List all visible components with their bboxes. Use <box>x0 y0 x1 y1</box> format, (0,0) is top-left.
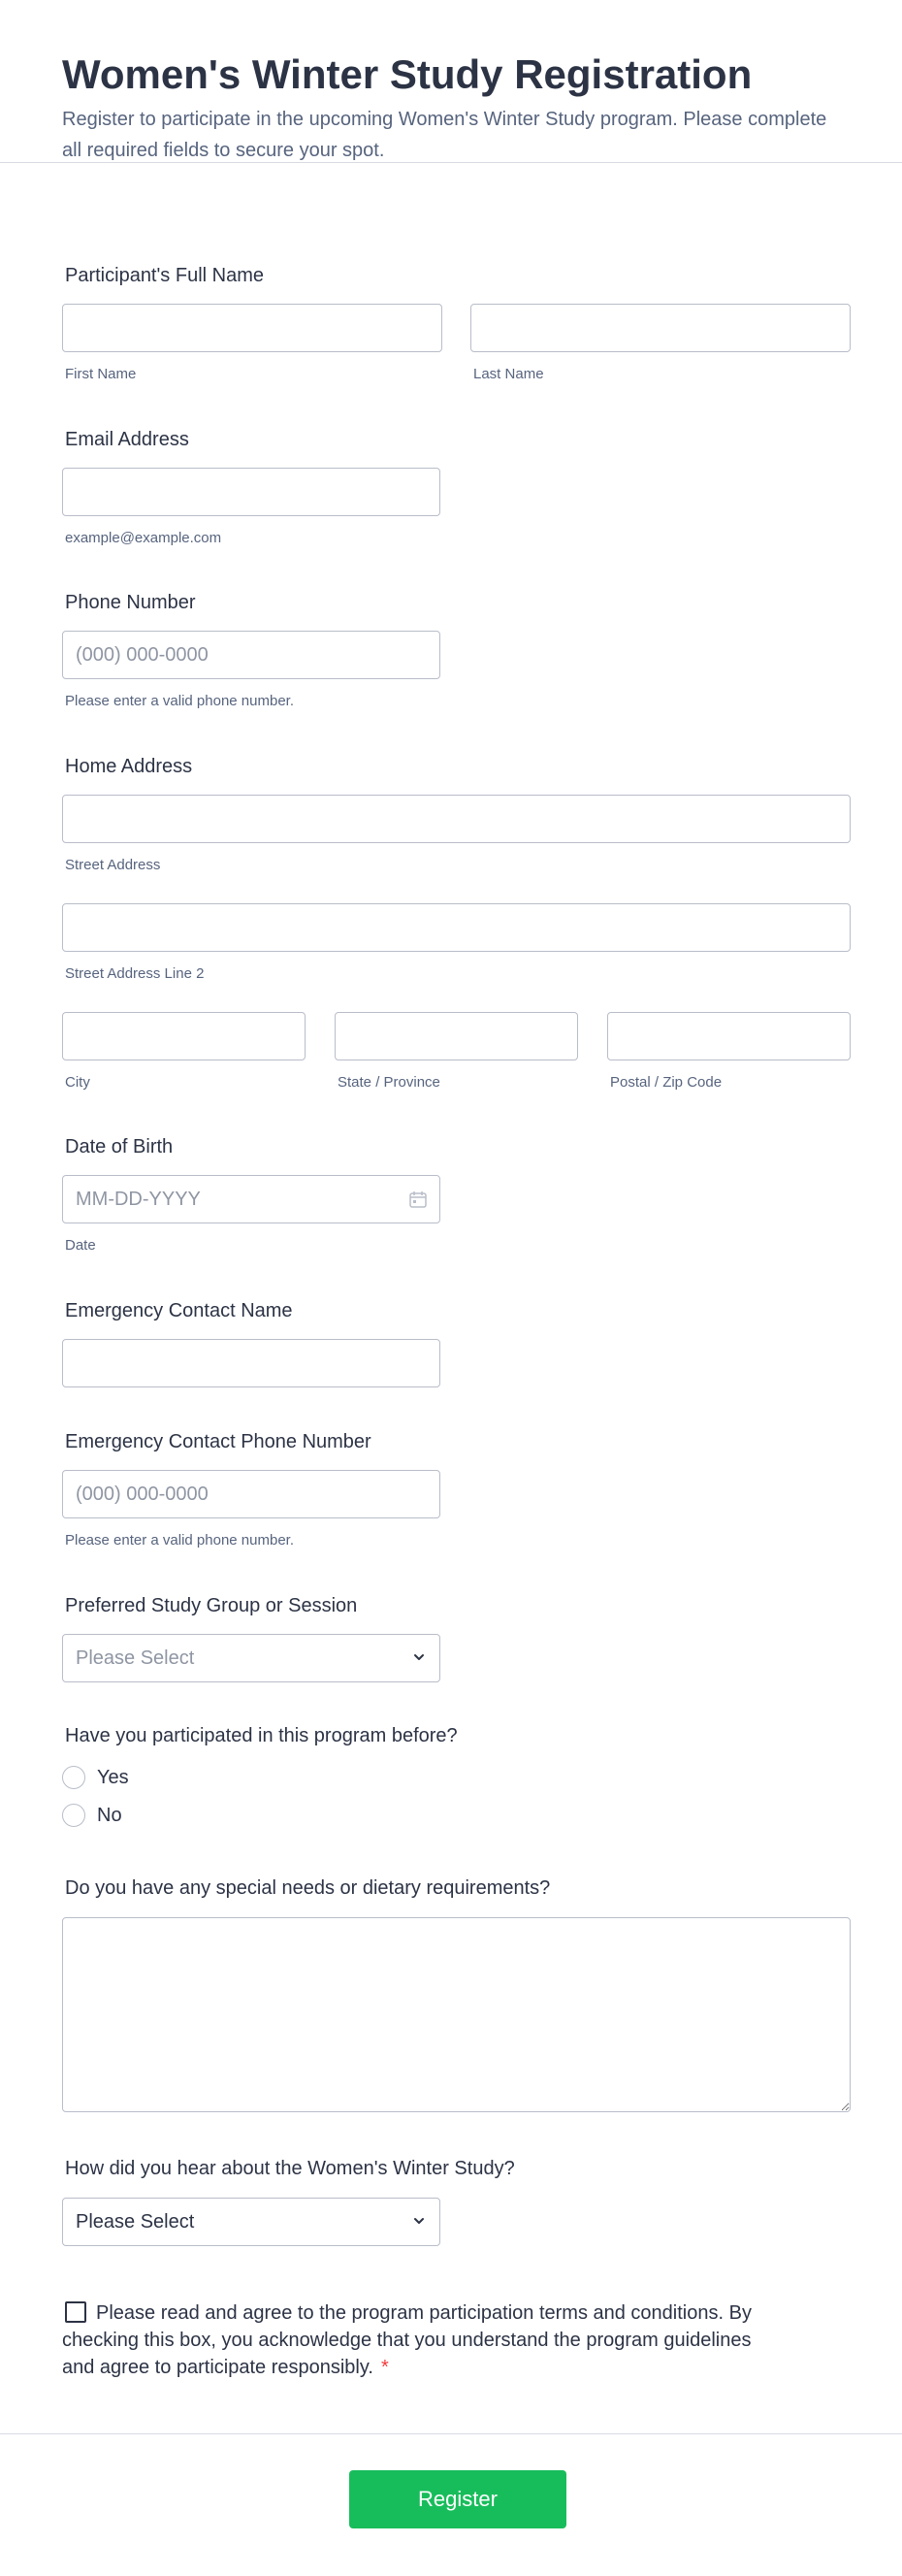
chevron-down-icon <box>412 2214 426 2228</box>
address-label: Home Address <box>65 756 193 777</box>
calendar-icon[interactable] <box>408 1190 428 1209</box>
footer-divider <box>0 2433 902 2434</box>
heard-about-selected-value: Please Select <box>76 2211 195 2233</box>
city-input[interactable] <box>62 1012 306 1060</box>
state-input[interactable] <box>335 1012 578 1060</box>
email-label: Email Address <box>65 429 189 450</box>
zip-input[interactable] <box>607 1012 851 1060</box>
street-address-line2-sublabel: Street Address Line 2 <box>65 965 205 982</box>
emergency-phone-label: Emergency Contact Phone Number <box>65 1431 371 1452</box>
last-name-sublabel: Last Name <box>473 366 544 382</box>
last-name-input[interactable] <box>470 304 851 352</box>
heard-about-select[interactable] <box>62 2198 440 2246</box>
chevron-down-icon <box>412 1650 426 1664</box>
study-group-selected-value: Please Select <box>76 1647 195 1669</box>
emergency-name-label: Emergency Contact Name <box>65 1300 293 1321</box>
form-title: Women's Winter Study Registration <box>62 51 753 97</box>
full-name-label: Participant's Full Name <box>65 265 264 286</box>
phone-input[interactable] <box>62 631 440 679</box>
dob-sublabel: Date <box>65 1237 96 1254</box>
emergency-phone-input[interactable] <box>62 1470 440 1518</box>
participated-label: Have you participated in this program before? <box>65 1725 458 1746</box>
special-needs-label: Do you have any special needs or dietary requirements? <box>65 1877 551 1899</box>
heard-about-label: How did you hear about the Women's Winter Study? <box>65 2158 515 2179</box>
email-input[interactable] <box>62 468 440 516</box>
state-sublabel: State / Province <box>338 1074 440 1091</box>
street-address-input[interactable] <box>62 795 851 843</box>
radio-option-no[interactable] <box>62 1804 122 1827</box>
emergency-name-input[interactable] <box>62 1339 440 1387</box>
terms-checkbox[interactable] <box>65 2301 86 2323</box>
dob-label: Date of Birth <box>65 1136 174 1158</box>
street-address-sublabel: Street Address <box>65 857 161 873</box>
terms-text: Please read and agree to the program participation terms and conditions. By checking this box, you acknowledge that you understand the program guidelines and agree to participate responsibly. <box>62 2302 752 2378</box>
radio-button[interactable] <box>62 1804 85 1827</box>
radio-option-yes[interactable] <box>62 1766 129 1789</box>
city-sublabel: City <box>65 1074 90 1091</box>
email-sublabel: example@example.com <box>65 530 222 546</box>
street-address-line2-input[interactable] <box>62 903 851 952</box>
dob-input[interactable] <box>62 1175 440 1223</box>
study-group-label: Preferred Study Group or Session <box>65 1595 358 1616</box>
emergency-phone-sublabel: Please enter a valid phone number. <box>65 1532 294 1549</box>
radio-label-yes: Yes <box>97 1766 129 1788</box>
first-name-input[interactable] <box>62 304 442 352</box>
phone-sublabel: Please enter a valid phone number. <box>65 693 294 709</box>
radio-button[interactable] <box>62 1766 85 1789</box>
study-group-select[interactable] <box>62 1634 440 1682</box>
zip-sublabel: Postal / Zip Code <box>610 1074 723 1091</box>
required-asterisk: * <box>380 2357 389 2378</box>
first-name-sublabel: First Name <box>65 366 137 382</box>
radio-label-no: No <box>97 1804 122 1826</box>
special-needs-textarea[interactable] <box>62 1917 851 2112</box>
phone-label: Phone Number <box>65 592 196 613</box>
form-header <box>0 0 902 163</box>
register-button[interactable]: Register <box>349 2470 566 2528</box>
terms-agreement <box>62 2299 760 2381</box>
form-subtitle: Register to participate in the upcoming Women's Winter Study program. Please complete all required fields to secure your spot. <box>62 109 827 161</box>
